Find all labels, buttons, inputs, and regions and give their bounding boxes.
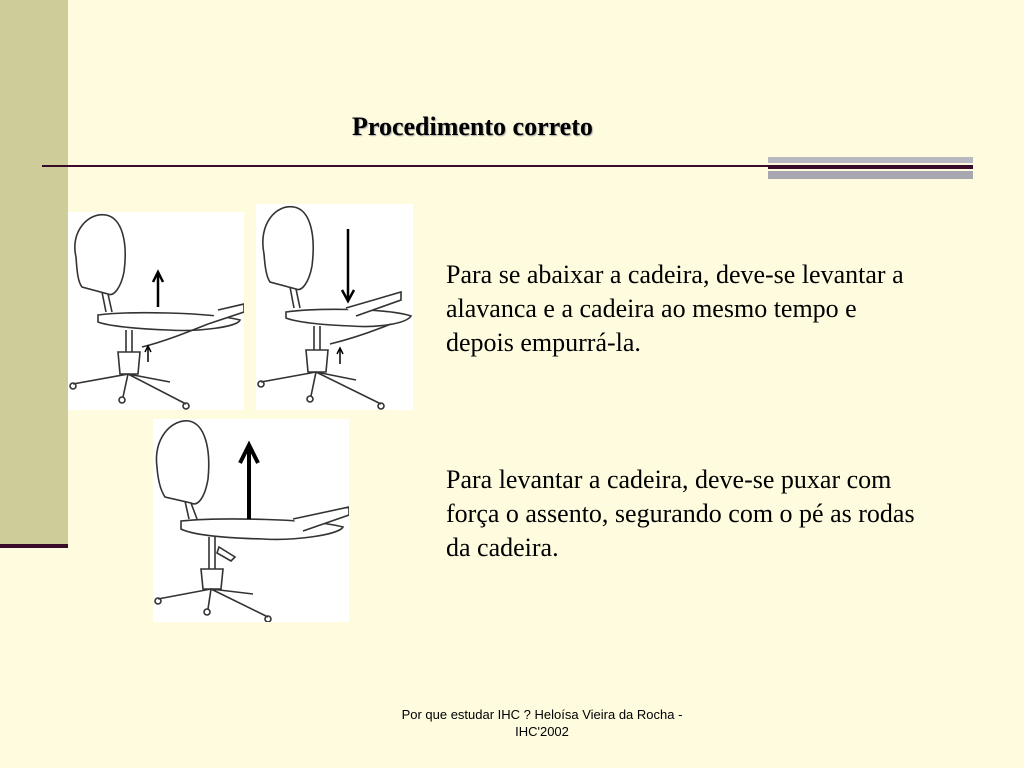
office-chair-pull-up-icon <box>153 419 349 622</box>
office-chair-lever-up-icon <box>68 212 244 410</box>
slide-title: Procedimento correto <box>352 112 593 141</box>
accent-bar <box>768 157 973 179</box>
sidebar-panel <box>0 0 68 547</box>
slide-footer: Por que estudar IHC ? Heloísa Vieira da Rocha - IHC'2002 <box>401 707 683 739</box>
instruction-raise-chair: Para levantar a cadeira, deve-se puxar com força o assento, segurando com o pé as rodas da cadeira. <box>446 465 915 562</box>
sidebar-divider <box>0 544 68 548</box>
office-chair-press-down-icon <box>256 204 413 410</box>
instruction-lower-chair: Para se abaixar a cadeira, deve-se levantar a alavanca e a cadeira ao mesmo tempo e depois empurrá-la. <box>446 260 904 357</box>
